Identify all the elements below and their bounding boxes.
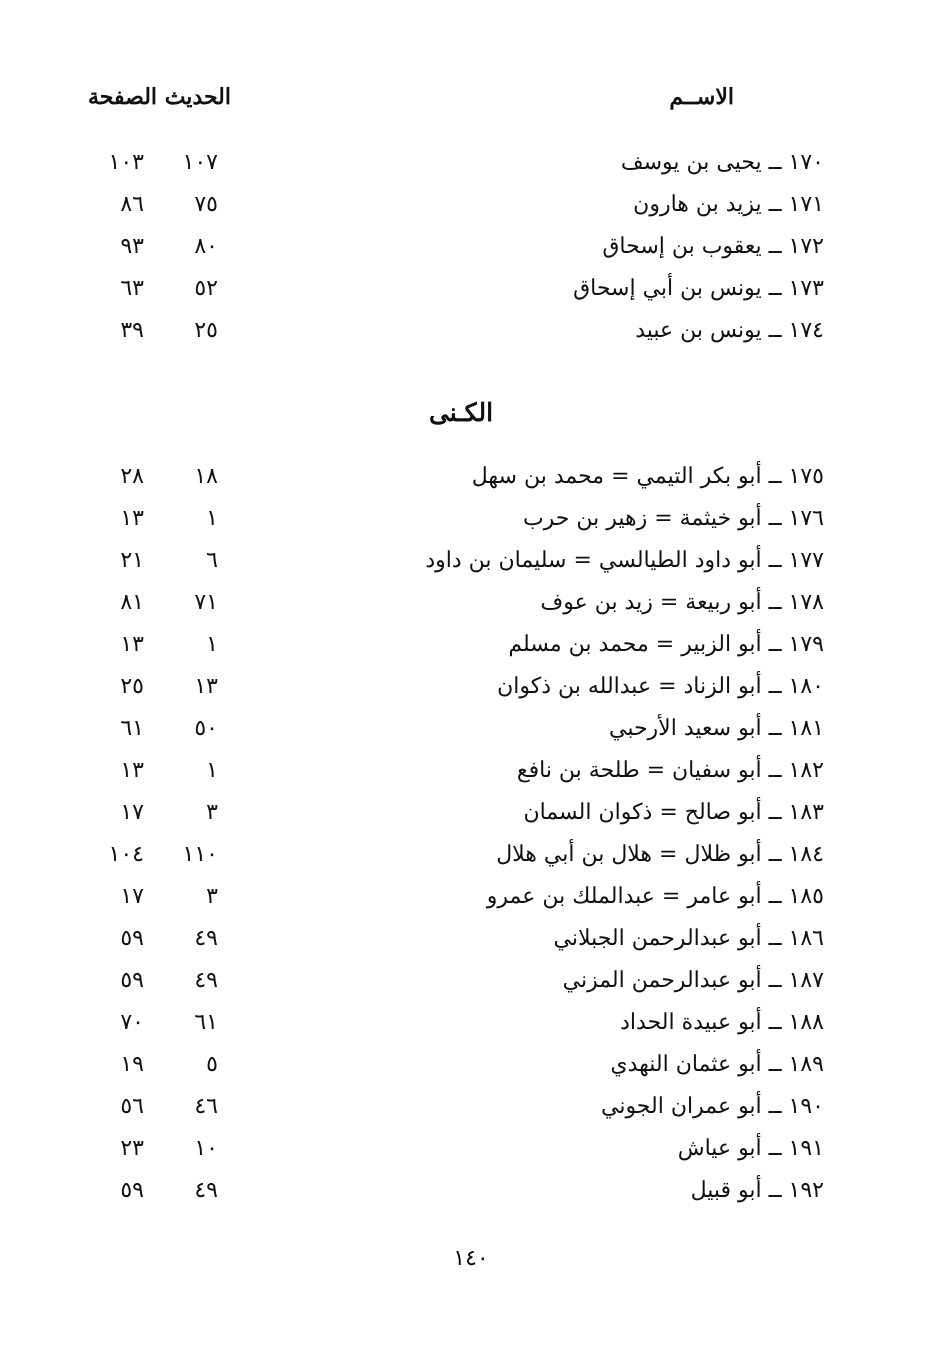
index-entry: ١٩١ ــ أبو عياش	[677, 1136, 824, 1161]
index-entry: ١٨٠ ــ أبو الزناد = عبدالله بن ذكوان	[497, 674, 824, 699]
index-row	[0, 184, 942, 226]
index-row	[0, 498, 942, 540]
page-number-ref: ١٣	[120, 632, 144, 657]
hadith-number: ٣	[206, 884, 218, 909]
hadith-number: ٨٠	[194, 234, 218, 259]
page-number-ref: ٢١	[120, 548, 144, 573]
hadith-number: ٤٩	[194, 968, 218, 993]
index-row	[0, 540, 942, 582]
index-row	[0, 1170, 942, 1212]
index-row	[0, 1044, 942, 1086]
index-entry: ١٧٤ ــ يونس بن عبيد	[635, 318, 824, 343]
page-number-ref: ١٧	[120, 800, 144, 825]
number-columns-header	[88, 84, 231, 110]
hadith-number: ٤٩	[194, 1178, 218, 1203]
index-entry: ١٧٥ ــ أبو بكر التيمي = محمد بن سهل	[471, 464, 824, 489]
index-row	[0, 624, 942, 666]
hadith-column-header: الحديث	[164, 84, 231, 110]
index-row	[0, 226, 942, 268]
page-column-header: الصفحة	[88, 84, 158, 110]
page-number-ref: ٦١	[120, 716, 144, 741]
index-entry: ١٧٧ ــ أبو داود الطيالسي = سليمان بن داود	[425, 548, 824, 573]
hadith-number: ١٣	[194, 674, 218, 699]
index-entry: ١٨٣ ــ أبو صالح = ذكوان السمان	[523, 800, 824, 825]
page-number-ref: ١٣	[120, 758, 144, 783]
index-row	[0, 750, 942, 792]
index-row	[0, 666, 942, 708]
index-entry: ١٨٤ ــ أبو ظلال = هلال بن أبي هلال	[496, 842, 824, 867]
index-entry: ١٧٣ ــ يونس بن أبي إسحاق	[573, 276, 824, 301]
index-entry: ١٧٦ ــ أبو خيثمة = زهير بن حرب	[522, 506, 824, 531]
index-row	[0, 834, 942, 876]
page-number-ref: ٩٣	[120, 234, 144, 259]
index-entry: ١٨٥ ــ أبو عامر = عبدالملك بن عمرو	[486, 884, 824, 909]
index-entry: ١٧٩ ــ أبو الزبير = محمد بن مسلم	[508, 632, 824, 657]
hadith-number: ١٠	[194, 1136, 218, 1161]
page-number-ref: ١٣	[120, 506, 144, 531]
index-entry: ١٧٢ ــ يعقوب بن إسحاق	[602, 234, 824, 259]
page-number-ref: ٨٦	[120, 192, 144, 217]
index-row	[0, 582, 942, 624]
page-number-ref: ٢٥	[120, 674, 144, 699]
index-entry: ١٧١ ــ يزيد بن هارون	[633, 192, 824, 217]
hadith-number: ١	[206, 758, 218, 783]
index-row	[0, 1128, 942, 1170]
page-number: ١٤٠	[453, 1246, 489, 1271]
hadith-number: ٧٥	[194, 192, 218, 217]
index-row	[0, 960, 942, 1002]
index-row	[0, 792, 942, 834]
index-entry: ١٨٨ ــ أبو عبيدة الحداد	[620, 1010, 824, 1035]
page-number-ref: ٣٩	[120, 318, 144, 343]
page-number-ref: ١٠٣	[108, 150, 144, 175]
page-number-ref: ١٩	[120, 1052, 144, 1077]
hadith-number: ٢٥	[194, 318, 218, 343]
index-entry: ١٧٨ ــ أبو ربيعة = زيد بن عوف	[540, 590, 824, 615]
page-number-ref: ٥٩	[120, 1178, 144, 1203]
hadith-number: ٤٩	[194, 926, 218, 951]
hadith-number: ٣	[206, 800, 218, 825]
index-entry: ١٨٢ ــ أبو سفيان = طلحة بن نافع	[516, 758, 824, 783]
index-row	[0, 918, 942, 960]
hadith-number: ٥٢	[194, 276, 218, 301]
hadith-number: ١٨	[194, 464, 218, 489]
hadith-number: ٧١	[194, 590, 218, 615]
hadith-number: ٥	[206, 1052, 218, 1077]
page-number-ref: ٦٣	[120, 276, 144, 301]
index-entry: ١٧٠ ــ يحيى بن يوسف	[620, 150, 824, 175]
index-entry: ١٩٠ ــ أبو عمران الجوني	[600, 1094, 824, 1119]
index-row	[0, 1002, 942, 1044]
index-row	[0, 310, 942, 352]
index-entry: ١٨١ ــ أبو سعيد الأرحبي	[608, 716, 824, 741]
page-number-ref: ٢٨	[120, 464, 144, 489]
page-number-ref: ٥٩	[120, 926, 144, 951]
section-title	[0, 398, 942, 427]
hadith-number: ٤٦	[194, 1094, 218, 1119]
hadith-number: ١	[206, 506, 218, 531]
hadith-number: ١١٠	[182, 842, 218, 867]
index-entry: ١٨٩ ــ أبو عثمان النهدي	[610, 1052, 824, 1077]
page-number-ref: ٨١	[120, 590, 144, 615]
hadith-number: ٦١	[194, 1010, 218, 1035]
hadith-number: ١٠٧	[182, 150, 218, 175]
page-number-ref: ٥٦	[120, 1094, 144, 1119]
hadith-number: ١	[206, 632, 218, 657]
index-row	[0, 1086, 942, 1128]
index-row	[0, 456, 942, 498]
index-entry: ١٩٢ ــ أبو قبيل	[690, 1178, 824, 1203]
hadith-number: ٥٠	[194, 716, 218, 741]
hadith-number: ٦	[206, 548, 218, 573]
index-entry: ١٨٦ ــ أبو عبدالرحمن الجبلاني	[553, 926, 824, 951]
section-title-text: الكـنى	[428, 398, 494, 427]
index-row	[0, 708, 942, 750]
name-column-header: الاســم	[669, 84, 734, 110]
page-number-ref: ١٧	[120, 884, 144, 909]
page-number-ref: ٥٩	[120, 968, 144, 993]
page-number-ref: ٢٣	[120, 1136, 144, 1161]
page-number-ref: ٧٠	[120, 1010, 144, 1035]
index-entry: ١٨٧ ــ أبو عبدالرحمن المزني	[562, 968, 824, 993]
index-row	[0, 268, 942, 310]
index-row	[0, 876, 942, 918]
index-row	[0, 142, 942, 184]
page-number-ref: ١٠٤	[108, 842, 144, 867]
